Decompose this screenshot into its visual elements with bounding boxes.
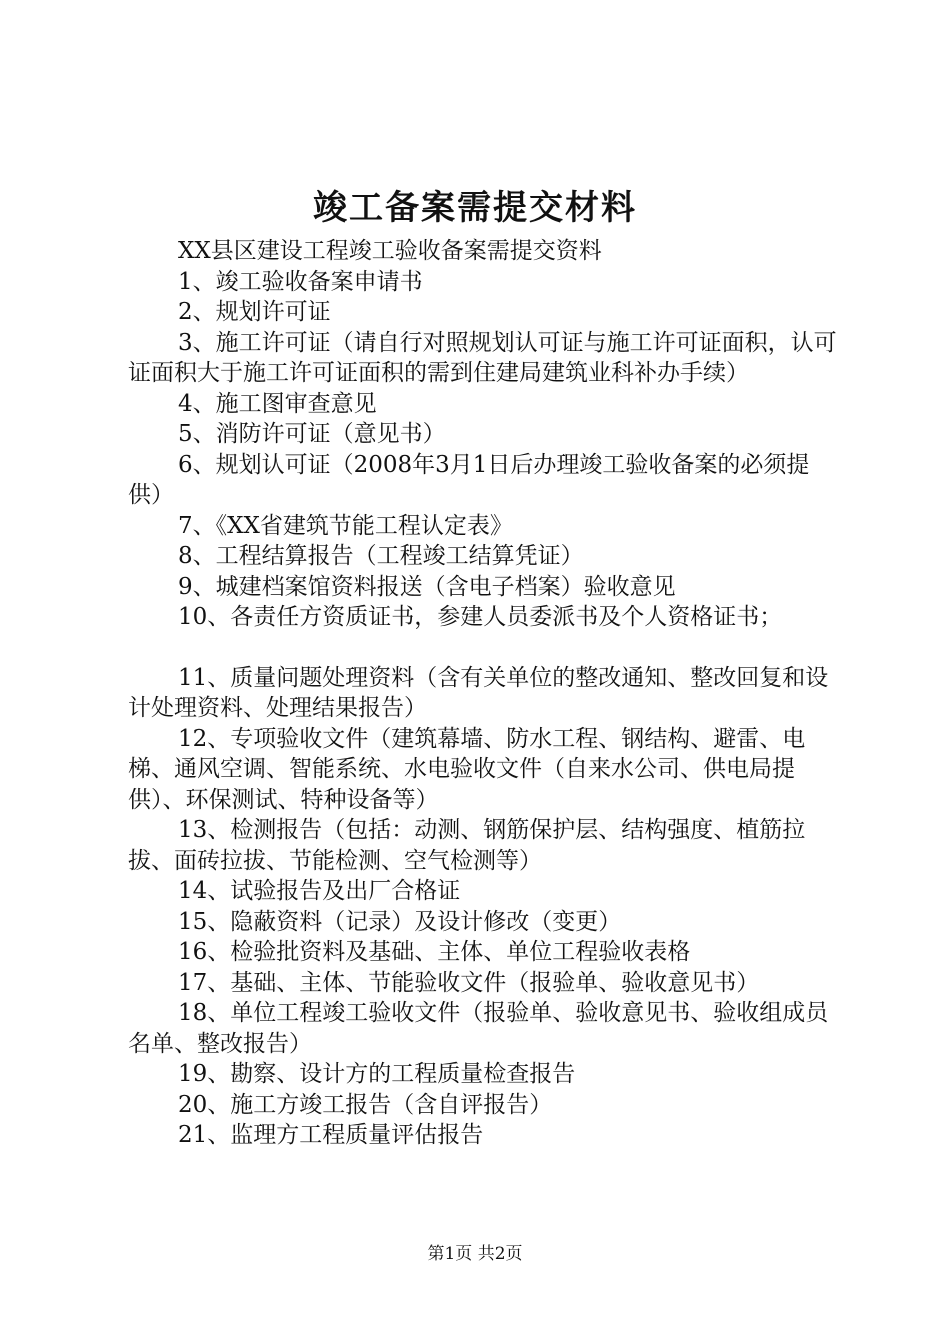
list-item: 12、专项验收文件（建筑幕墙、防水工程、钢结构、避雷、电梯、通风空调、智能系统、水电验收文件（自来水公司、供电局提供）、环保测试、特种设备等） <box>128 725 806 813</box>
list-item: 20、施工方竣工报告（含自评报告） <box>178 1091 553 1118</box>
intro-paragraph: XX县区建设工程竣工验收备案需提交资料 <box>178 238 602 264</box>
list-item: 19、勘察、设计方的工程质量检查报告 <box>178 1061 576 1087</box>
document-title: 竣工备案需提交材料 <box>313 188 637 228</box>
list-item: 14、试验报告及出厂合格证 <box>178 878 461 904</box>
list-item: 6、规划认可证（2008年3月1日后办理竣工验收备案的必须提供） <box>128 451 810 508</box>
list-item: 9、城建档案馆资料报送（含电子档案）验收意见 <box>178 573 676 600</box>
list-item: 3、施工许可证（请自行对照规划认可证与施工许可证面积，认可证面积大于施工许可证面积的需到住建局建筑业科补办手续） <box>128 329 837 386</box>
list-item: 4、施工图审查意见 <box>178 390 377 417</box>
page-footer: 第1页 共2页 <box>427 1244 523 1264</box>
list-item: 21、监理方工程质量评估报告 <box>178 1122 484 1148</box>
list-item: 15、隐蔽资料（记录）及设计修改（变更） <box>178 908 622 935</box>
list-item: 16、检验批资料及基础、主体、单位工程验收表格 <box>178 939 691 965</box>
list-item: 13、检测报告（包括：动测、钢筋保护层、结构强度、植筋拉拔、面砖拉拔、节能检测、空气检测等） <box>128 817 806 874</box>
list-item: 11、质量问题处理资料（含有关单位的整改通知、整改回复和设计处理资料、处理结果报告） <box>128 664 829 721</box>
list-item: 7、《XX省建筑节能工程认定表》 <box>178 512 513 539</box>
document-body <box>128 236 840 1151</box>
list-item: 10、各责任方资质证书，参建人员委派书及个人资格证书； <box>178 604 783 630</box>
list-item: 17、基础、主体、节能验收文件（报验单、验收意见书） <box>178 969 760 996</box>
list-item: 1、竣工验收备案申请书 <box>178 268 423 295</box>
list-item: 2、规划许可证 <box>178 299 331 325</box>
list-item: 18、单位工程竣工验收文件（报验单、验收意见书、验收组成员名单、整改报告） <box>128 1000 829 1057</box>
list-item: 8、工程结算报告（工程竣工结算凭证） <box>178 543 584 569</box>
list-item: 5、消防许可证（意见书） <box>178 421 446 447</box>
